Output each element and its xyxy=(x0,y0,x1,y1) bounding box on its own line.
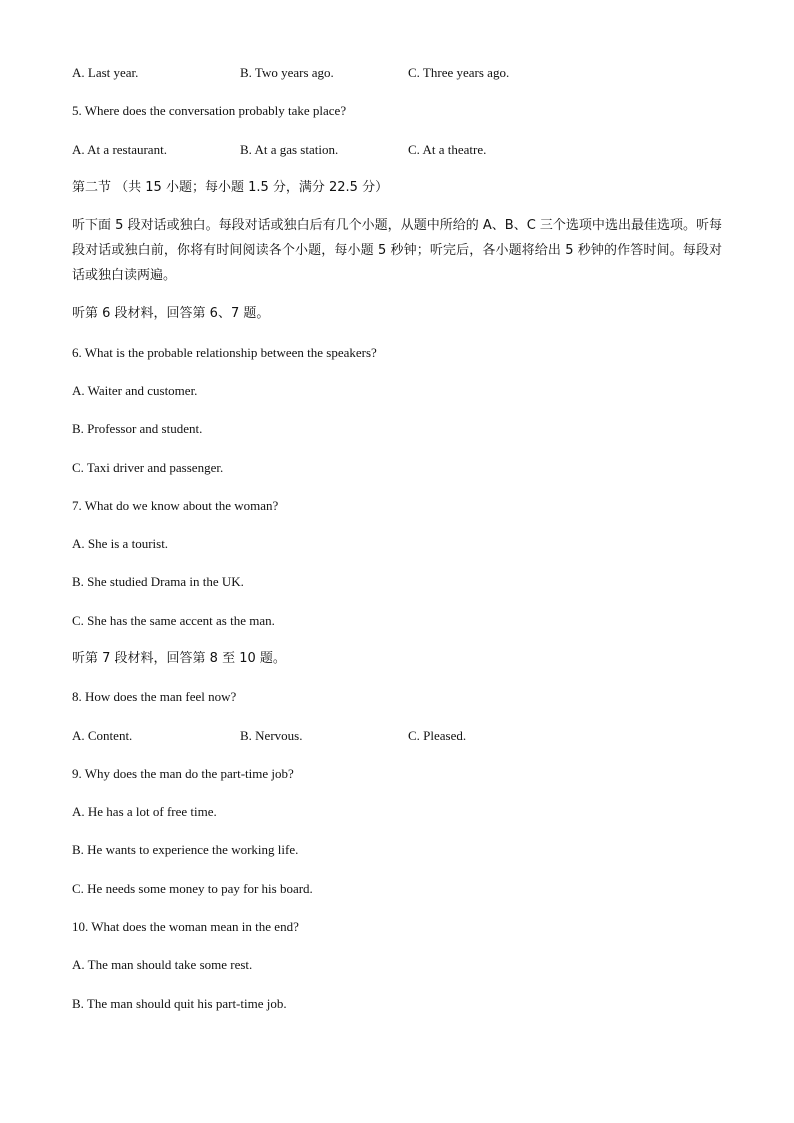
q5-option-b: B. At a gas station. xyxy=(240,142,339,157)
q6-option-c: C. Taxi driver and passenger. xyxy=(72,460,224,475)
q5-options-row xyxy=(0,141,794,159)
q7-option-c: C. She has the same accent as the man. xyxy=(72,613,275,628)
q5-option-c: C. At a theatre. xyxy=(408,142,487,157)
q7-option-b: B. She studied Drama in the UK. xyxy=(72,574,244,589)
q9-question: 9. Why does the man do the part-time job? xyxy=(72,766,294,781)
q7-option-a: A. She is a tourist. xyxy=(72,536,169,551)
q4-options-row xyxy=(0,64,794,82)
q5-option-a: A. At a restaurant. xyxy=(72,142,167,157)
q6-option-a: A. Waiter and customer. xyxy=(72,383,198,398)
q8-option-b: B. Nervous. xyxy=(240,728,303,743)
passage6-heading: 听第 6 段材料，回答第 6、7 题。 xyxy=(72,306,270,321)
q6-option-b: B. Professor and student. xyxy=(72,421,203,436)
q10-option-b: B. The man should quit his part-time job. xyxy=(72,996,287,1011)
passage7-heading: 听第 7 段材料，回答第 8 至 10 题。 xyxy=(72,651,286,666)
q4-option-c: C. Three years ago. xyxy=(408,65,510,80)
q5-question: 5. Where does the conversation probably take place? xyxy=(72,103,347,118)
q6-question: 6. What is the probable relationship between the speakers? xyxy=(72,345,377,360)
q10-question: 10. What does the woman mean in the end? xyxy=(72,919,299,934)
q9-option-b: B. He wants to experience the working life. xyxy=(72,842,299,857)
section2-heading: 第二节 （共 15 小题；每小题 1.5 分，满分 22.5 分） xyxy=(72,180,389,195)
q8-option-a: A. Content. xyxy=(72,728,133,743)
q10-option-a: A. The man should take some rest. xyxy=(72,957,253,972)
q8-option-c: C. Pleased. xyxy=(408,728,467,743)
q9-option-a: A. He has a lot of free time. xyxy=(72,804,217,819)
q4-option-b: B. Two years ago. xyxy=(240,65,334,80)
q4-option-a: A. Last year. xyxy=(72,65,139,80)
q7-question: 7. What do we know about the woman? xyxy=(72,498,279,513)
q8-options-row xyxy=(0,727,794,745)
q8-question: 8. How does the man feel now? xyxy=(72,689,237,704)
section2-instructions: 听下面 5 段对话或独白。每段对话或独白后有几个小题，从题中所给的 A、B、C 三个选项中选出最佳选项。听每段对话或独白前，你将有时间阅读各个小题，每小题 5 秒钟；听完后，各小题将给出 5 秒钟的作答时间。每段对话或独白读两遍。 xyxy=(72,218,722,283)
q9-option-c: C. He needs some money to pay for his board. xyxy=(72,881,313,896)
